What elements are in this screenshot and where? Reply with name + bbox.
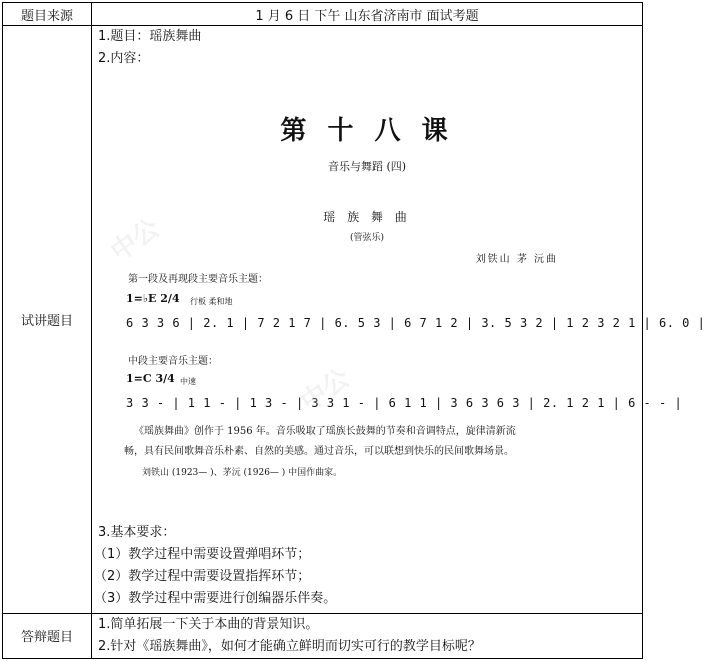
requirement-item: （2）教学过程中需要设置指挥环节； xyxy=(94,569,311,584)
defense-question: 2.针对《瑶族舞曲》，如何才能确立鲜明而切实可行的教学目标呢？ xyxy=(98,638,481,654)
song-title: 瑶 族 舞 曲 xyxy=(323,210,411,224)
unit-title: 音乐与舞蹈 (四) xyxy=(327,160,407,173)
exam-table xyxy=(2,2,705,659)
theme1-title: 第一段及再现段主要音乐主题： xyxy=(128,274,268,285)
music-textbook-page xyxy=(98,70,705,522)
source-label: 题目来源 xyxy=(3,3,92,26)
lecture-label: 试讲题目 xyxy=(3,26,92,614)
source-value: 1 月 6 日 下午 山东省济南市 面试考题 xyxy=(92,3,643,26)
theme2-tempo: 中速 xyxy=(180,377,196,386)
composer-credit: 刘铁山 茅 沅曲 xyxy=(475,254,558,265)
defense-row xyxy=(3,613,643,658)
requirement-item: （3）教学过程中需要进行创编器乐伴奏。 xyxy=(94,591,337,606)
content-label: 2.内容： xyxy=(98,51,150,66)
lecture-row xyxy=(3,26,643,614)
watermark: 中公 xyxy=(105,213,166,268)
defense-content xyxy=(92,613,643,658)
lecture-title: 1.题目：瑶族舞曲 xyxy=(98,29,202,44)
requirements-title: 3.基本要求： xyxy=(98,525,176,540)
watermark: 中公 xyxy=(295,363,356,418)
theme1-notation: 6 3 3 6 | 2. 1 | 7 2 1 7 | 6. 5 3 | 6 7 1 2 | 3. 5 3 2 | 1 2 3 2 1 | 6. 0 | xyxy=(126,316,705,330)
defense-question: 1.简单拓展一下关于本曲的背景知识。 xyxy=(98,616,319,632)
theme2-title: 中段主要音乐主题： xyxy=(128,356,218,367)
theme1-tempo: 行板 柔和地 xyxy=(190,297,233,306)
description-line-2: 畅，具有民间歌舞音乐朴素、自然的美感。通过音乐，可以联想到快乐的民间歌舞场景。 xyxy=(124,446,514,457)
header-row xyxy=(3,3,643,26)
song-genre: (管弦乐) xyxy=(349,233,385,243)
composer-bio: 刘铁山 (1923— )、茅沅 (1926— ) 中国作曲家。 xyxy=(142,468,343,478)
requirement-item: （1）教学过程中需要设置弹唱环节； xyxy=(94,547,311,562)
lesson-heading: 第 十 八 课 xyxy=(280,116,454,146)
description-line-1: 《瑶族舞曲》创作于 1956 年。音乐吸取了瑶族长鼓舞的节奏和音调特点，旋律清新流 xyxy=(134,426,516,437)
theme2-notation: 3 3 - | 1 1 - | 1 3 - | 3 3 1 - | 6 1 1 | 3 6 3 6 3 | 2. 1 2 1 | 6 - - | xyxy=(126,396,683,410)
theme2-key: 1=C 3/4 xyxy=(126,372,175,385)
theme1-key: 1=♭E 2/4 xyxy=(126,292,180,305)
lecture-content xyxy=(92,26,705,614)
defense-label: 答辩题目 xyxy=(3,613,92,658)
